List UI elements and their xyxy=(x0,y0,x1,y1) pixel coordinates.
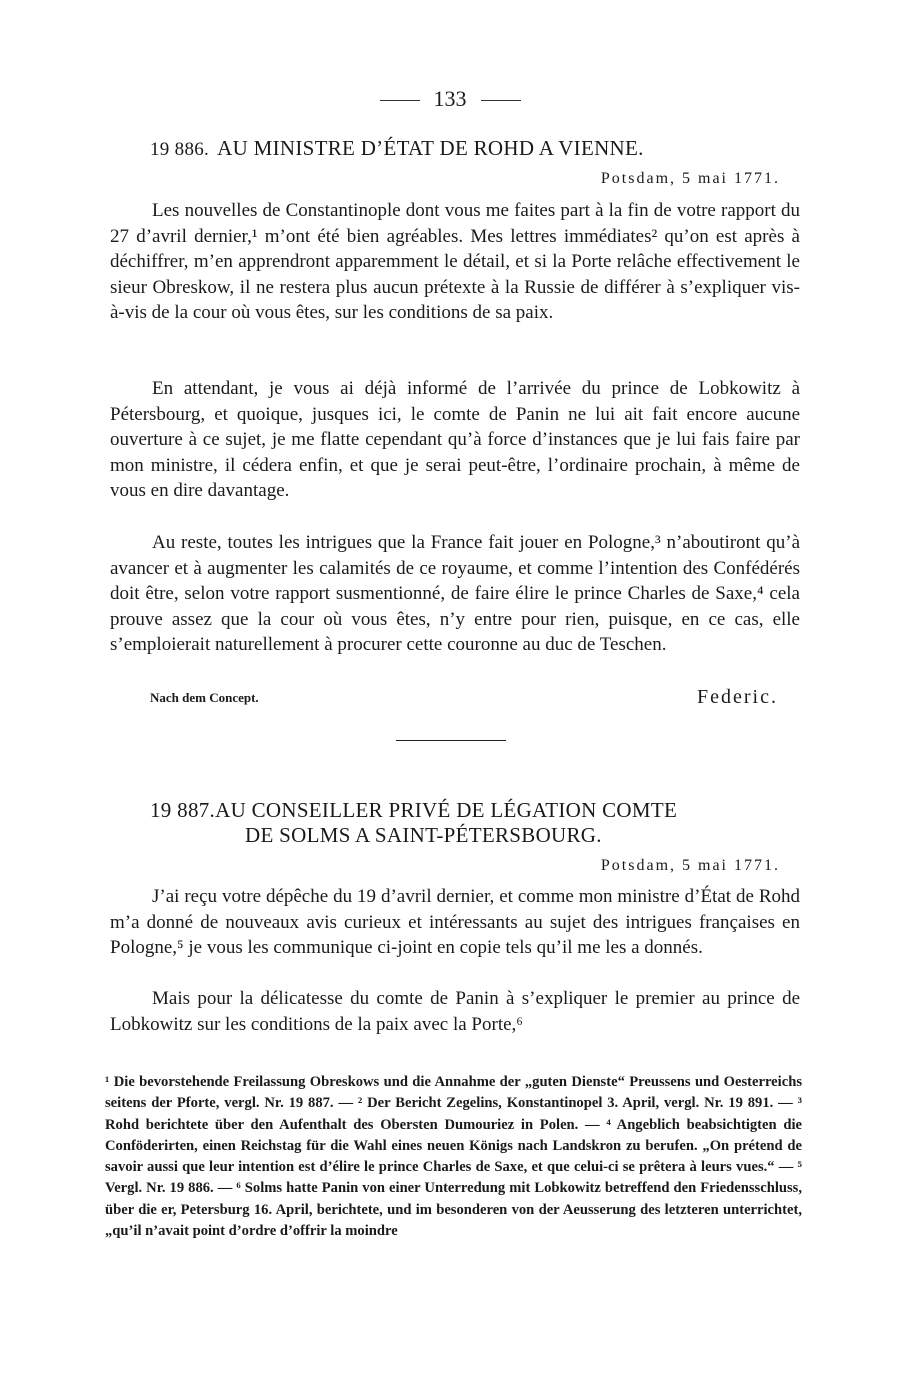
letter2-dateline: Potsdam, 5 mai 1771. xyxy=(600,857,780,874)
section-divider xyxy=(396,740,506,741)
letter1-heading xyxy=(150,136,800,161)
letter2-number: 19 887. xyxy=(150,798,216,822)
source-note: Nach dem Concept. xyxy=(150,690,259,705)
signature: Federic. xyxy=(697,686,778,708)
letter1-paragraph-2: En attendant, je vous ai déjà informé de l’arrivée du prince de Lobkowitz à Pétersbourg, et quoique, jusques ici, le comte de Panin ne lui ait fait encore aucune ouverture à ce sujet, je me flatte cependant qu’à force d’instances que je lui fais faire par mon ministre, il cédera enfin, et que je serai peut-être, l’ordinaire prochain, à même de vous en dire davantage. xyxy=(110,378,800,501)
page-number-text: 133 xyxy=(433,86,467,111)
letter2-title-line1: AU CONSEILLER PRIVÉ DE LÉGATION COMTE xyxy=(215,798,678,822)
page-number xyxy=(0,86,900,112)
letter1-paragraph-1: Les nouvelles de Constantinople dont vous me faites part à la fin de votre rapport du 27 d’avril dernier,¹ m’ont été bien agréables. Mes lettres immédiates² qu’on est après à déchiffrer, m’en apprendront apparemment le détail, et si la Porte relâche effectivement le sieur Obreskow, il ne restera plus aucun prétexte à la Russie de différer à s’expliquer vis-à-vis de la cour où vous êtes, sur les conditions de sa paix. xyxy=(110,200,800,323)
letter2-heading xyxy=(150,798,800,848)
letter1-number: 19 886. xyxy=(150,139,210,160)
page-number-dash-right xyxy=(481,100,521,101)
letter2-paragraph-2: Mais pour la délicatesse du comte de Panin à s’expliquer le premier au prince de Lobkowitz sur les conditions de la paix avec la Porte,⁶ xyxy=(110,988,800,1035)
letter1-paragraph-3: Au reste, toutes les intrigues que la France fait jouer en Pologne,³ n’aboutiront qu’à avancer et à augmenter les calamités de ce royaume, et comme l’intention des Confédérés doit être, selon votre rapport susmentionné, de faire élire le prince Charles de Saxe,⁴ cela prouve assez que la cour où vous êtes, n’y entre pour rien, puisque, en ce cas, elle s’emploierait naturellement à procurer cette couronne au duc de Teschen. xyxy=(110,532,800,655)
footnotes: ¹ Die bevorstehende Freilassung Obreskows und die Annahme der „guten Dienste“ Preussens und Oesterreichs seitens der Pforte, vergl. Nr. 19 887. — ² Der Bericht Zegelins, Konstantinopel 3. April, vergl. Nr. 19 891. — ³ Rohd berichtete über den Aufenthalt des Obersten Dumouriez in Polen. — ⁴ Angeblich beabsichtigten die Conföderirten, einen Reichstag für die Wahl eines neuen Königs nach Landskron zu berufen. „On prétend de savoir aussi que leur intention est d’élire le prince Charles de Saxe, et que celui-ci se prêtera à leurs vues.“ — ⁵ Vergl. Nr. 19 886. — ⁶ Solms hatte Panin von einer Unterredung mit Lobkowitz betreffend den Friedensschluss, über die er, Petersburg 16. April, berichtete, und im besonderen von der Aeusserung des letzteren unterrichtet, „qu’il n’avait point d’ordre d’offrir la moindre xyxy=(105,1074,802,1240)
letter1-dateline: Potsdam, 5 mai 1771. xyxy=(600,170,780,187)
letter2-paragraph-1: J’ai reçu votre dépêche du 19 d’avril dernier, et comme mon ministre d’État de Rohd m’a donné de nouveaux avis curieux et intéressants au sujet des intrigues françaises en Pologne,⁵ je vous les communique ci-joint en copie tels qu’il me les a donnés. xyxy=(110,886,800,958)
letter1-title: AU MINISTRE D’ÉTAT DE ROHD A VIENNE. xyxy=(217,136,644,160)
letter2-title-line2: DE SOLMS A SAINT-PÉTERSBOURG. xyxy=(245,823,602,847)
page-number-dash-left xyxy=(380,100,420,101)
